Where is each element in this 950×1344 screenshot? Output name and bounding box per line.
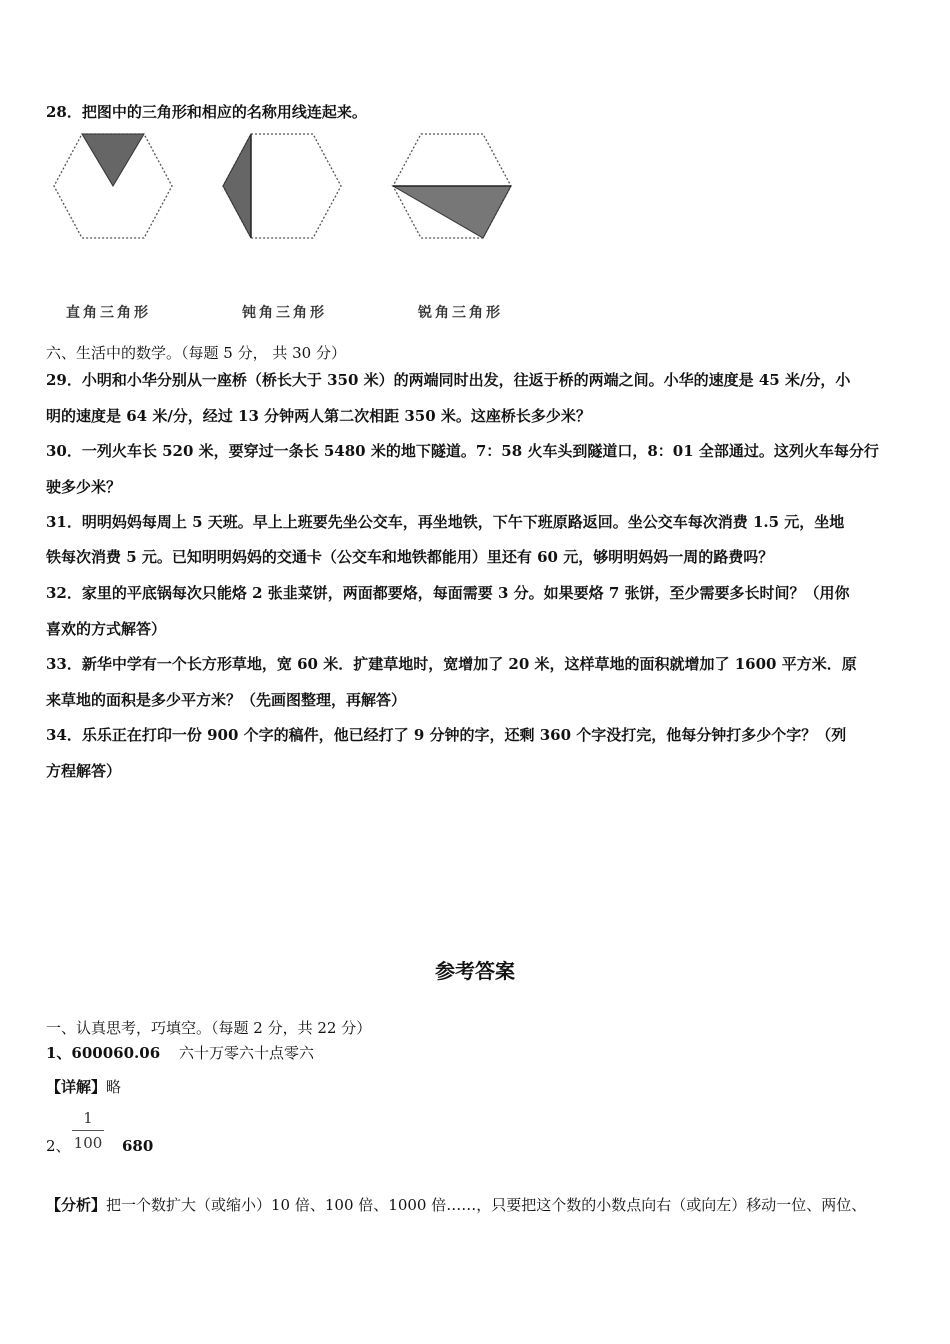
analysis-paragraph bbox=[46, 1195, 866, 1215]
hexagon-figure-2 bbox=[219, 130, 344, 242]
question-33-line-1: 33．新华中学有一个长方形草地，宽 60 米．扩建草地时，宽增加了 20 米，这样草地的面积就增加了 1600 平方米．原 bbox=[46, 655, 857, 673]
answer-2-value: 680 bbox=[122, 1137, 154, 1155]
answer-key-title: 参考答案 bbox=[435, 959, 515, 983]
section-6-heading: 六、生活中的数学。（每题 5 分， 共 30 分） bbox=[46, 344, 346, 362]
question-28: 28．把图中的三角形和相应的名称用线连起来。 bbox=[46, 103, 367, 121]
answer-1-words: 六十万零六十点零六 bbox=[178, 1044, 314, 1062]
question-30-line-2: 驶多少米？ bbox=[46, 478, 122, 496]
question-29-line-1: 29．小明和小华分别从一座桥（桥长大于 350 米）的两端同时出发，往返于桥的两端之间。小华的速度是 45 米/分，小 bbox=[46, 371, 851, 389]
question-32-line-2: 喜欢的方式解答） bbox=[46, 620, 167, 638]
question-31-line-2: 铁每次消费 5 元。已知明明妈妈的交通卡（公交车和地铁都能用）里还有 60 元，够明明妈妈一周的路费吗？ bbox=[46, 548, 774, 566]
label-acute-triangle: 锐角三角形 bbox=[418, 305, 503, 321]
analysis-text: 把一个数扩大（或缩小）10 倍、100 倍、1000 倍……，只要把这个数的小数点向右（或向左）移动一位、两位、 bbox=[106, 1196, 867, 1214]
label-obtuse-triangle: 钝角三角形 bbox=[242, 305, 327, 321]
question-31-line-1: 31．明明妈妈每周上 5 天班。早上上班要先坐公交车，再坐地铁，下午下班原路返回。坐公交车每次消费 1.5 元，坐地 bbox=[46, 513, 845, 531]
question-33-line-2: 来草地的面积是多少平方米？（先画图整理，再解答） bbox=[46, 691, 407, 709]
question-32-line-1: 32．家里的平底锅每次只能烙 2 张韭菜饼，两面都要烙，每面需要 3 分。如果要烙 7 张饼，至少需要多长时间？（用你 bbox=[46, 584, 850, 602]
fraction-numerator: 1 bbox=[83, 1109, 93, 1127]
answer-1-number: 1、600060.06 bbox=[46, 1044, 161, 1062]
answer-2-prefix: 2、 bbox=[46, 1137, 71, 1155]
detail-text: 略 bbox=[106, 1078, 122, 1096]
question-34-line-2: 方程解答） bbox=[46, 762, 122, 780]
answer-1-detail bbox=[46, 1077, 121, 1097]
fraction-one-hundredth bbox=[72, 1108, 104, 1153]
analysis-tag: 【分析】 bbox=[46, 1196, 107, 1214]
fraction-bar bbox=[72, 1130, 104, 1131]
label-right-triangle: 直角三角形 bbox=[66, 305, 151, 321]
answer-1 bbox=[46, 1043, 314, 1063]
question-34-line-1: 34．乐乐正在打印一份 900 个字的稿件，他已经打了 9 分钟的字，还剩 360 个字没打完，他每分钟打多少个字？（列 bbox=[46, 726, 847, 744]
question-29-line-2: 明的速度是 64 米/分，经过 13 分钟两人第二次相距 350 米。这座桥长多少米？ bbox=[46, 407, 591, 425]
fraction-denominator: 100 bbox=[73, 1134, 103, 1152]
hexagon-figure-3 bbox=[389, 130, 514, 242]
answer-section-1-heading: 一、认真思考，巧填空。（每题 2 分，共 22 分） bbox=[46, 1019, 372, 1037]
question-30-line-1: 30．一列火车长 520 米，要穿过一条长 5480 米的地下隧道。7：58 火车头到隧道口，8：01 全部通过。这列火车每分行 bbox=[46, 442, 879, 460]
hexagon-figure-1 bbox=[50, 130, 175, 242]
detail-tag: 【详解】 bbox=[46, 1078, 107, 1096]
